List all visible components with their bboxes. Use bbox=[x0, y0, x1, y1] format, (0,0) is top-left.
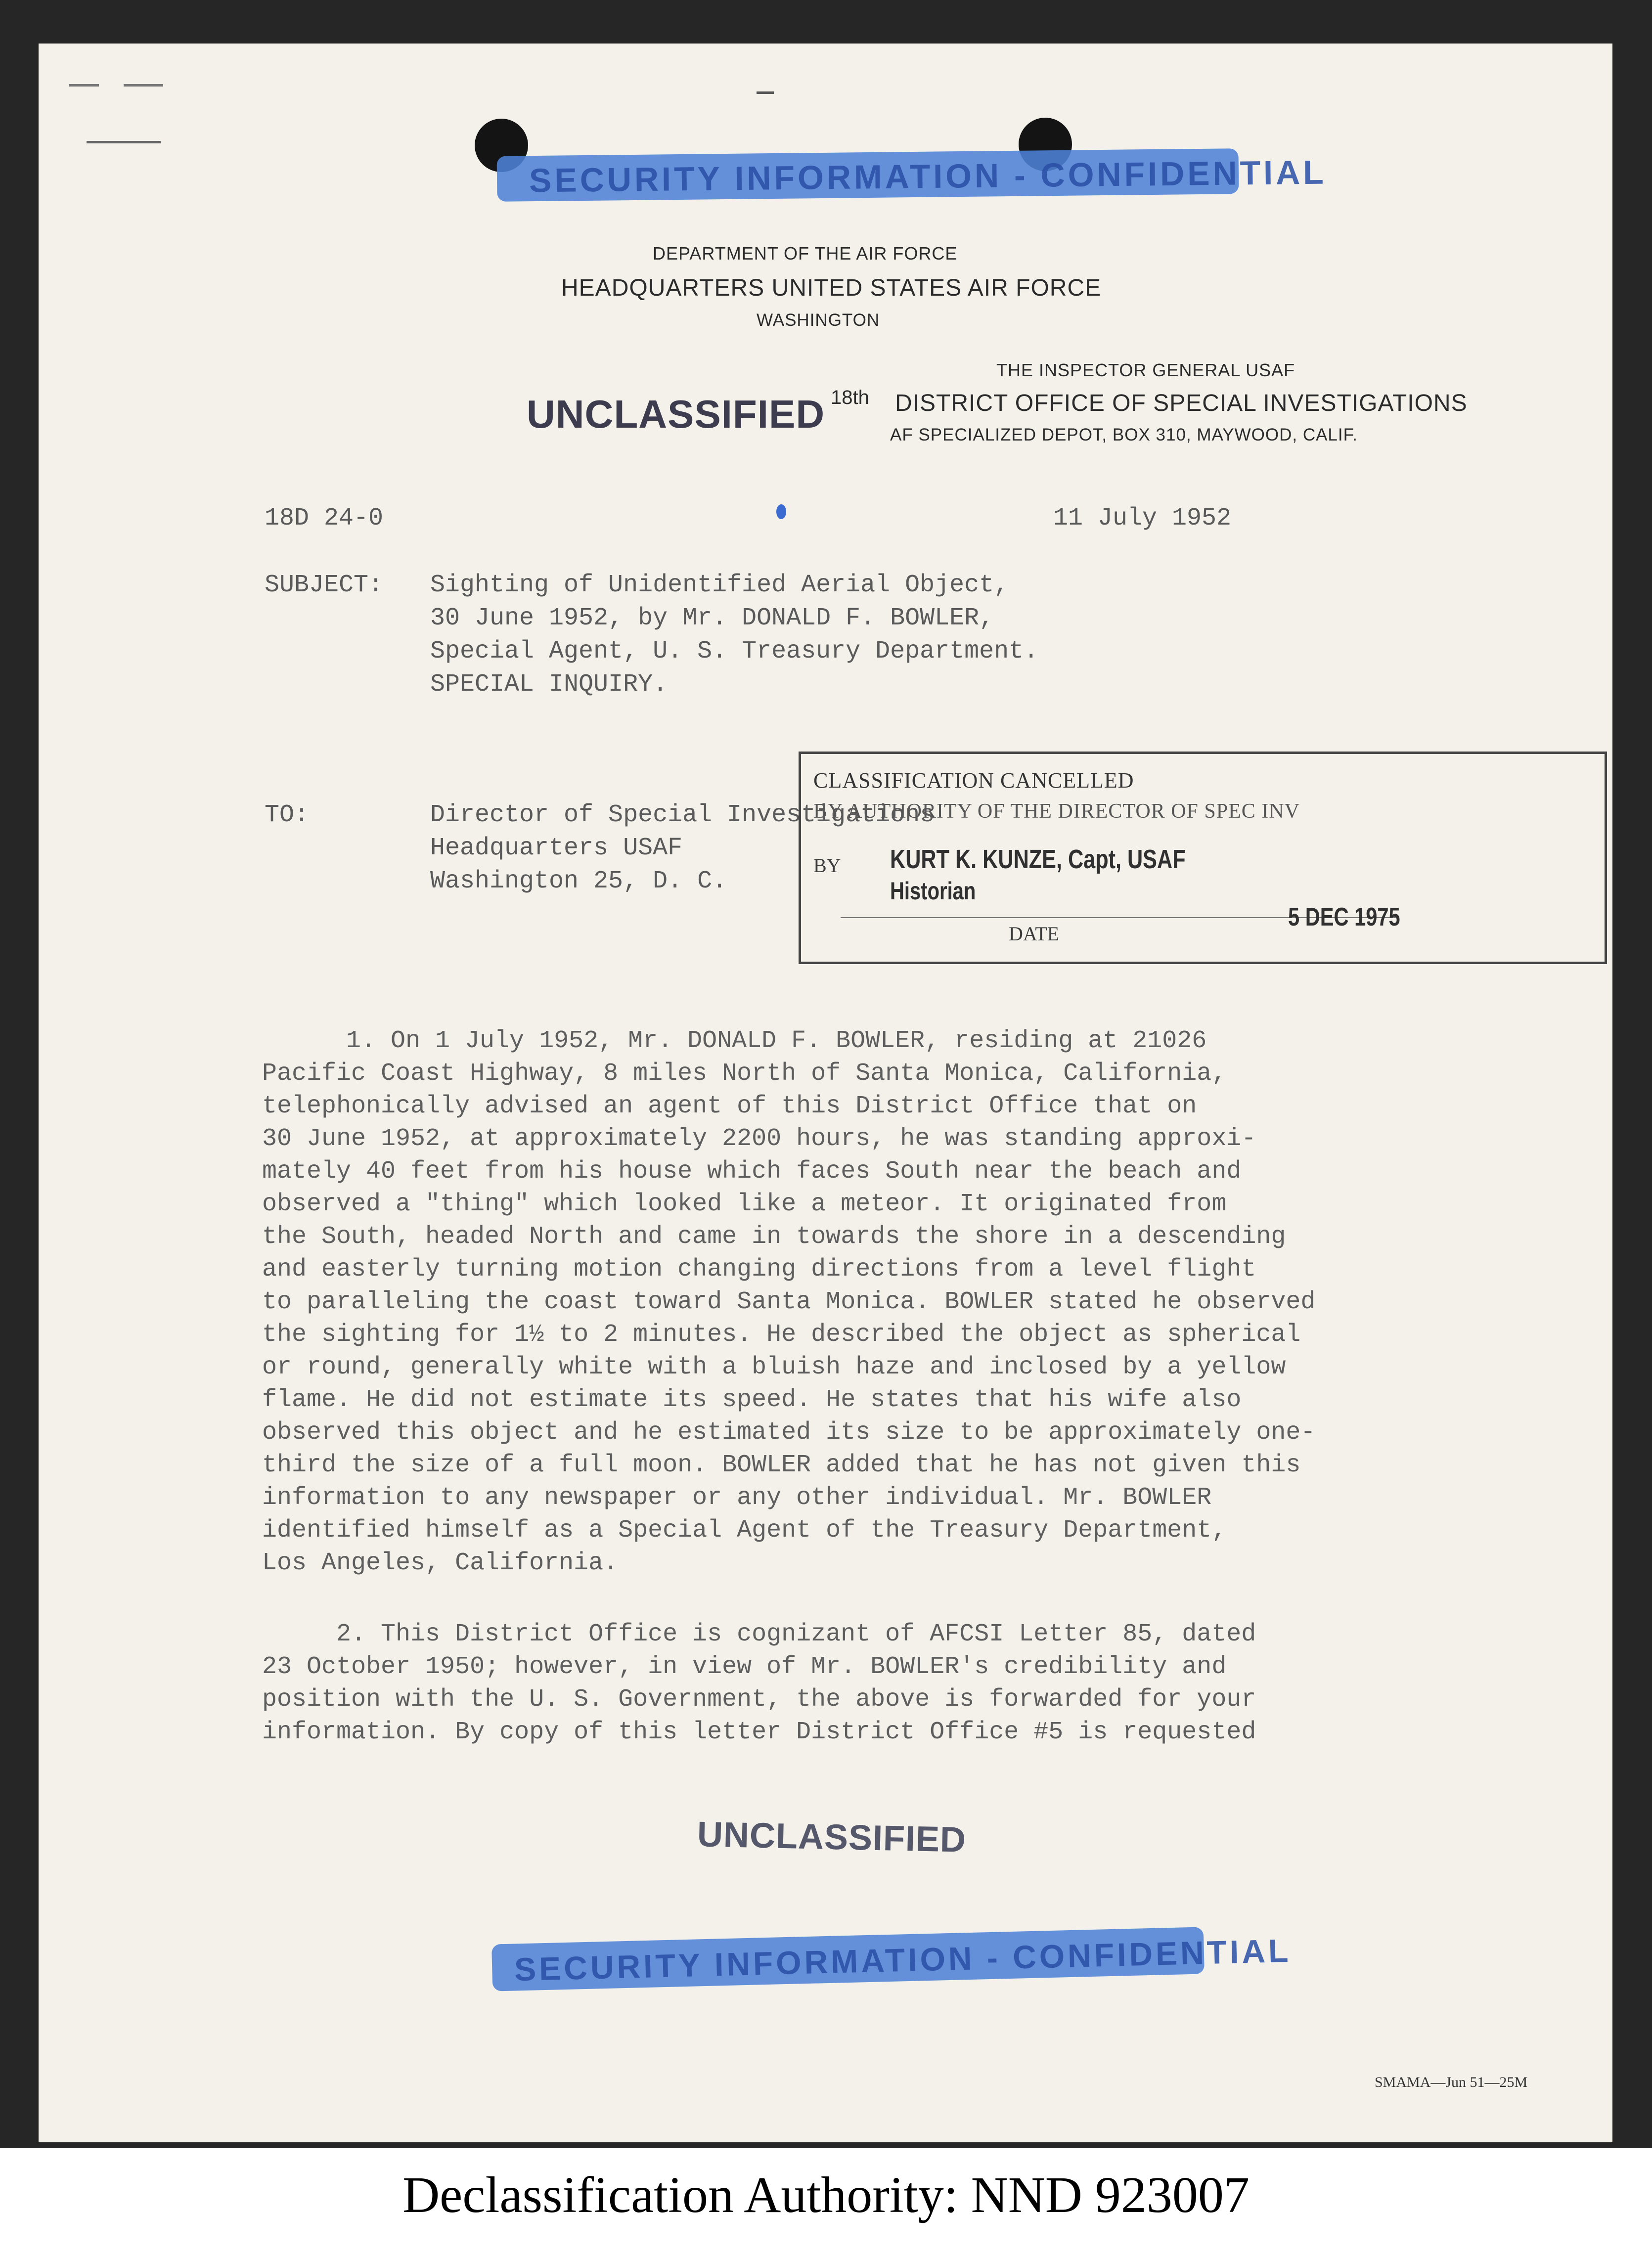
to-line: Headquarters USAF bbox=[430, 834, 683, 862]
paragraph-line: telephonically advised an agent of this District Office that on bbox=[262, 1092, 1197, 1120]
letter-date: 11 July 1952 bbox=[1053, 504, 1232, 532]
declass-line1: CLASSIFICATION CANCELLED bbox=[813, 768, 1134, 793]
paragraph-line: and easterly turning motion changing directions from a level flight bbox=[262, 1255, 1256, 1283]
declass-line2: BY AUTHORITY OF THE DIRECTOR OF SPEC INV bbox=[813, 800, 1300, 823]
paragraph-line: information. By copy of this letter District Office #5 is requested bbox=[262, 1718, 1256, 1746]
declassification-stamp bbox=[799, 752, 1607, 964]
unclassified-stamp-bottom: UNCLASSIFIED bbox=[697, 1814, 967, 1860]
file-reference: 18D 24-0 bbox=[265, 504, 384, 532]
letterhead-osi-prefix: 18th bbox=[831, 387, 869, 408]
subject-label: SUBJECT: bbox=[265, 571, 384, 599]
paragraph-line: 1. On 1 July 1952, Mr. DONALD F. BOWLER, residing at 21026 bbox=[346, 1027, 1207, 1055]
paragraph-line: to paralleling the coast toward Santa Monica. BOWLER stated he observed bbox=[262, 1288, 1316, 1316]
paragraph-line: or round, generally white with a bluish haze and inclosed by a yellow bbox=[262, 1353, 1286, 1381]
letterhead-city: WASHINGTON bbox=[757, 310, 880, 330]
stray-mark bbox=[757, 91, 774, 94]
paragraph-line: third the size of a full moon. BOWLER added that he has not given this bbox=[262, 1451, 1301, 1479]
paragraph-line: information to any newspaper or any other individual. Mr. BOWLER bbox=[262, 1484, 1212, 1512]
paragraph-line: observed a "thing" which looked like a meteor. It originated from bbox=[262, 1190, 1227, 1218]
form-number: SMAMA—Jun 51—25M bbox=[1375, 2074, 1528, 2090]
declass-date-label: DATE bbox=[1009, 923, 1060, 945]
paragraph-line: 30 June 1952, at approximately 2200 hours, he was standing approxi- bbox=[262, 1125, 1256, 1153]
to-line: Director of Special Investigations bbox=[430, 801, 935, 829]
stray-mark bbox=[124, 84, 163, 87]
to-label: TO: bbox=[265, 801, 310, 829]
paragraph-line: Pacific Coast Highway, 8 miles North of Santa Monica, California, bbox=[262, 1060, 1227, 1088]
subject-line: 30 June 1952, by Mr. DONALD F. BOWLER, bbox=[430, 604, 994, 632]
ink-spot bbox=[776, 504, 786, 519]
paragraph-line: observed this object and he estimated its size to be approximately one- bbox=[262, 1418, 1316, 1447]
to-line: Washington 25, D. C. bbox=[430, 867, 727, 895]
subject-line: Sighting of Unidentified Aerial Object, bbox=[430, 571, 1009, 599]
declass-by-label: BY bbox=[813, 854, 841, 877]
security-marker-bottom-text: SECURITY INFORMATION - CONFIDENTIAL bbox=[514, 1932, 1292, 1988]
paragraph-line: mately 40 feet from his house which faces South near the beach and bbox=[262, 1157, 1242, 1186]
unclassified-stamp-top: UNCLASSIFIED bbox=[527, 392, 825, 436]
declass-title: Historian bbox=[890, 877, 976, 905]
paragraph-line: flame. He did not estimate its speed. He states that his wife also bbox=[262, 1386, 1242, 1414]
letterhead-dept: DEPARTMENT OF THE AIR FORCE bbox=[653, 243, 958, 264]
paragraph-line: position with the U. S. Government, the above is forwarded for your bbox=[262, 1685, 1256, 1714]
paragraph-line: 2. This District Office is cognizant of AFCSI Letter 85, dated bbox=[336, 1620, 1256, 1648]
declassification-caption: Declassification Authority: NND 923007 bbox=[402, 2167, 1250, 2223]
paragraph-line: the South, headed North and came in towards the shore in a descending bbox=[262, 1223, 1286, 1251]
paragraph-line: Los Angeles, California. bbox=[262, 1549, 619, 1577]
subject-line: Special Agent, U. S. Treasury Department. bbox=[430, 637, 1039, 665]
letterhead-address: AF SPECIALIZED DEPOT, BOX 310, MAYWOOD, CALIF. bbox=[890, 425, 1358, 444]
letterhead-ig: THE INSPECTOR GENERAL USAF bbox=[996, 360, 1295, 380]
declass-date: 5 DEC 1975 bbox=[1288, 903, 1400, 931]
stray-mark bbox=[87, 141, 161, 143]
letterhead-hq: HEADQUARTERS UNITED STATES AIR FORCE bbox=[561, 275, 1102, 301]
paragraph-line: identified himself as a Special Agent of the Treasury Department, bbox=[262, 1516, 1227, 1545]
stray-mark bbox=[69, 84, 99, 87]
letterhead-osi: DISTRICT OFFICE OF SPECIAL INVESTIGATIONS bbox=[895, 390, 1468, 416]
declass-name: KURT K. KUNZE, Capt, USAF bbox=[890, 844, 1186, 874]
paragraph-line: 23 October 1950; however, in view of Mr. BOWLER's credibility and bbox=[262, 1653, 1227, 1681]
paragraph-line: the sighting for 1½ to 2 minutes. He described the object as spherical bbox=[262, 1321, 1301, 1349]
subject-line: SPECIAL INQUIRY. bbox=[430, 670, 668, 699]
security-marker-top-text: SECURITY INFORMATION - CONFIDENTIAL bbox=[529, 153, 1327, 200]
